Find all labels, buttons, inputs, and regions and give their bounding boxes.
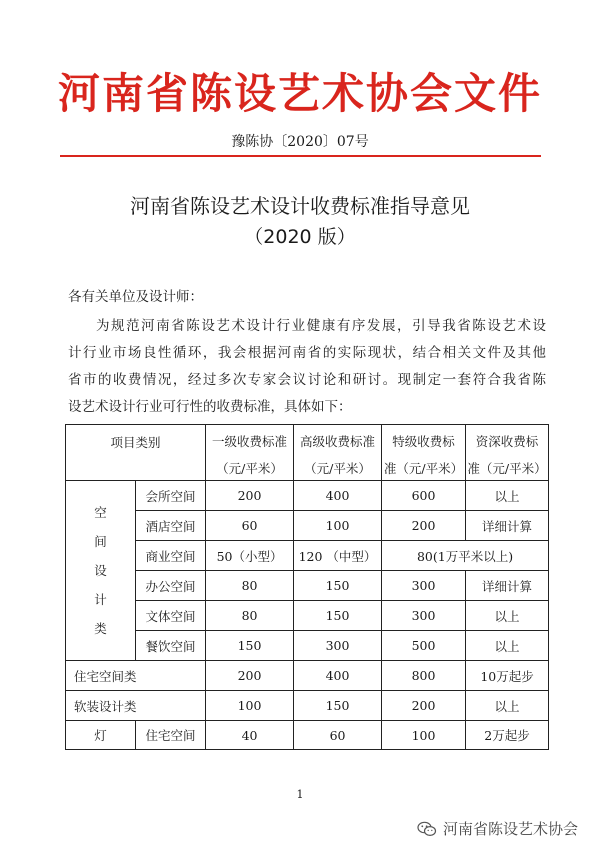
- row-name: 住宅空间: [136, 721, 206, 750]
- row-name: 会所空间: [136, 481, 206, 511]
- header-level1: 一级收费标准: [206, 425, 294, 457]
- cell-level1: 100: [206, 691, 294, 721]
- red-divider: [60, 155, 541, 157]
- cell-expert: 详细计算: [466, 571, 549, 601]
- table-row: [66, 571, 549, 601]
- cell-senior: 400: [294, 481, 382, 511]
- cell-special: 300: [382, 571, 466, 601]
- cell-level1: 80: [206, 571, 294, 601]
- paragraph-line: 省市的收费情况，经过多次专家会议讨论和研讨。现制定一套符合我省陈: [68, 372, 546, 388]
- document-title: 河南省陈设艺术设计收费标准指导意见: [130, 194, 470, 218]
- table-row: [66, 661, 549, 691]
- header-senior-unit: （元/平米）: [294, 456, 382, 481]
- watermark-text: 河南省陈设艺术协会: [442, 820, 578, 838]
- cell-level1: 40: [206, 721, 294, 750]
- category-char: 类: [94, 621, 107, 636]
- cell-special-merged: 80(1万平米以上): [382, 541, 549, 571]
- cell-expert: 以上: [466, 601, 549, 631]
- cell-special: 600: [382, 481, 466, 511]
- cell-special: 800: [382, 661, 466, 691]
- header-senior: 高级收费标准: [294, 425, 382, 457]
- fee-standard-table: [65, 424, 549, 750]
- cell-senior: 60: [294, 721, 382, 750]
- table-row: [66, 511, 549, 541]
- row-name: 商业空间: [136, 541, 206, 571]
- row-name: 软装设计类: [66, 691, 206, 721]
- table-row: [66, 721, 549, 750]
- cell-level1: 200: [206, 661, 294, 691]
- row-name: 文体空间: [136, 601, 206, 631]
- cell-senior: 400: [294, 661, 382, 691]
- header-expert: 资深收费标: [466, 425, 549, 457]
- header-special-unit: 准（元/平米）: [382, 456, 466, 481]
- cell-expert: 以上: [466, 631, 549, 661]
- cell-special: 200: [382, 511, 466, 541]
- table-row: [66, 541, 549, 571]
- cell-senior: 150: [294, 691, 382, 721]
- cell-senior: 100: [294, 511, 382, 541]
- salutation: 各有关单位及设计师：: [68, 289, 203, 305]
- wechat-icon: [417, 821, 437, 837]
- cell-senior: 150: [294, 601, 382, 631]
- header-expert-unit: 准（元/平米）: [466, 456, 549, 481]
- cell-level1: 60: [206, 511, 294, 541]
- document-number: 豫陈协〔2020〕07号: [231, 134, 369, 150]
- cell-expert: 2万起步: [466, 721, 549, 750]
- cell-special: 100: [382, 721, 466, 750]
- paragraph-line: 为规范河南省陈设艺术设计行业健康有序发展，引导我省陈设艺术设: [96, 318, 546, 334]
- table-row: [66, 481, 549, 511]
- row-name: 酒店空间: [136, 511, 206, 541]
- cell-special: 500: [382, 631, 466, 661]
- cell-expert: 详细计算: [466, 511, 549, 541]
- watermark: [417, 818, 578, 839]
- cell-level1: 200: [206, 481, 294, 511]
- row-name: 办公空间: [136, 571, 206, 601]
- paragraph-line: 设艺术设计行业可行性的收费标准，具体如下：: [68, 399, 352, 415]
- header-category: 项目类别: [66, 425, 206, 481]
- paragraph-line: 计行业市场良性循环，我会根据河南省的实际现状，结合相关文件及其他: [68, 345, 546, 361]
- table-row: [66, 691, 549, 721]
- cell-senior: 120 （中型）: [294, 541, 382, 571]
- page-number: 1: [296, 788, 304, 801]
- cell-level1: 150: [206, 631, 294, 661]
- document-title-year: （2020 版）: [244, 226, 356, 248]
- header-level1-unit: （元/平米）: [206, 456, 294, 481]
- cell-level1: 50（小型）: [206, 541, 294, 571]
- cell-expert: 10万起步: [466, 661, 549, 691]
- category-char: 计: [94, 592, 107, 607]
- cell-level1: 80: [206, 601, 294, 631]
- row-name: 餐饮空间: [136, 631, 206, 661]
- cell-expert: 以上: [466, 481, 549, 511]
- cell-senior: 300: [294, 631, 382, 661]
- cell-special: 300: [382, 601, 466, 631]
- table-row: [66, 601, 549, 631]
- table-row: [66, 631, 549, 661]
- org-title: 河南省陈设艺术协会文件: [57, 69, 542, 118]
- category-char: 设: [94, 563, 107, 578]
- row-name: 住宅空间类: [66, 661, 206, 691]
- cell-special: 200: [382, 691, 466, 721]
- category-char: 间: [94, 534, 107, 549]
- category-char: 空: [94, 505, 107, 520]
- intro-paragraph: [68, 313, 546, 421]
- header-special: 特级收费标: [382, 425, 466, 457]
- cell-expert: 以上: [466, 691, 549, 721]
- cell-senior: 150: [294, 571, 382, 601]
- row-category: 灯: [66, 721, 136, 750]
- space-design-category: [66, 481, 136, 661]
